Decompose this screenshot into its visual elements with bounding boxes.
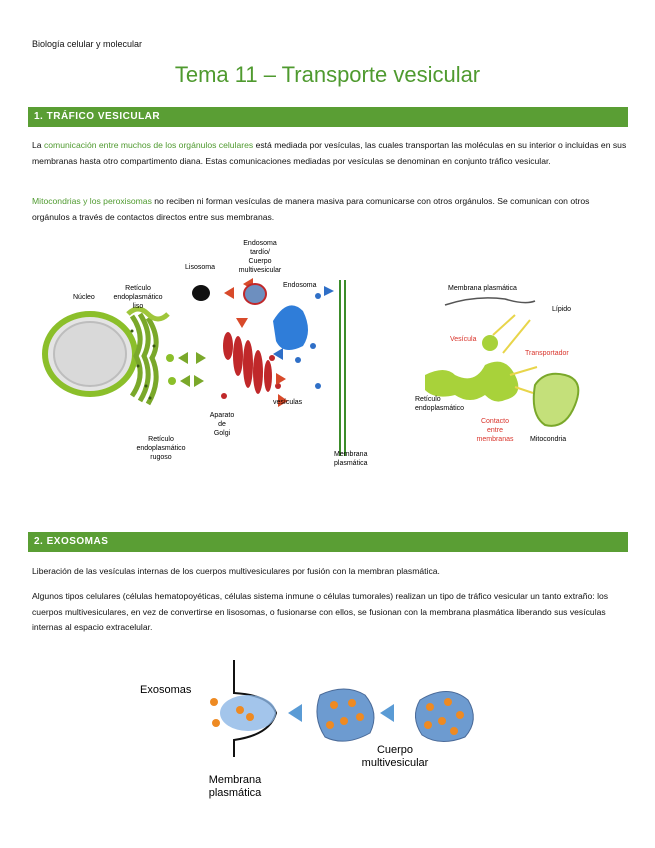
label-contacto-3: membranas xyxy=(476,436,514,443)
label-endosoma-tardio-2: tardío/ xyxy=(250,249,270,256)
label-membrana-2: plasmática xyxy=(334,460,368,467)
document-subject: Biología celular y molecular xyxy=(32,39,143,49)
label-er-rugoso-2: endoplasmático xyxy=(136,445,186,452)
label-membrana-plasmatica: Membrana plasmática xyxy=(448,285,517,292)
label-nucleo: Núcleo xyxy=(73,294,95,301)
label-cuerpo-1: Cuerpo xyxy=(376,744,414,756)
multivesicular-body-2 xyxy=(415,692,473,742)
label-er-liso-3: liso xyxy=(132,303,144,310)
mitochondria-shape xyxy=(534,374,579,426)
page-title: Tema 11 – Transporte vesicular xyxy=(174,62,481,87)
endosome-shape xyxy=(273,305,308,350)
label-golgi-3: Golgi xyxy=(213,430,231,437)
golgi-shape xyxy=(221,332,281,399)
paragraph-exosomas-1: Liberación de las vesículas internas de los cuerpos multivesiculares por fusión con la membran plasmática. xyxy=(32,566,440,576)
label-er-liso-1: Retículo xyxy=(125,285,151,292)
label-vesiculas: vesículas xyxy=(273,399,303,406)
label-transportador: Transportador xyxy=(525,350,569,357)
plasma-membrane-line xyxy=(445,298,535,305)
er-network-shape xyxy=(425,335,518,402)
label-cuerpo-2: multivesicular xyxy=(361,757,429,769)
label-er-rugoso-1: Retículo xyxy=(148,436,174,443)
membrane-contacts-diagram xyxy=(415,275,620,450)
label-membrana-1: Membrana xyxy=(334,451,368,458)
label-er-rugoso-3: rugoso xyxy=(150,454,172,461)
label-lisosoma: Lisosoma xyxy=(185,264,215,271)
text: está mediada por vesículas, las cuales transportan las moléculas en su interior o incluidas en sus membranas hasta otro compartimento diana. Estas comunicaciones mediadas por vesículas se denominan en conjunto tráfico vesicular. xyxy=(32,140,627,166)
section-heading-trafico: 1. TRÁFICO VESICULAR xyxy=(28,107,628,127)
label-er-liso-2: endoplasmático xyxy=(113,294,163,301)
label-endosoma-tardio-1: Endosoma xyxy=(243,240,277,247)
label-membrana-exo-2: plasmática xyxy=(208,787,262,799)
vesicular-traffic-diagram xyxy=(28,236,378,476)
paragraph-exosomas-2: Algunos tipos celulares (células hematopoyéticas, células sistema inmune o células tumorales) realizan un tipo de tráfico vesicular un tanto extraño: los cuerpos multivesiculares, en vez de convertirse en lisosomas, o fusionarse con ellos, se fusionan con la membrana plasmática liberando sus vesículas internas al espacio extracelular. xyxy=(32,591,609,632)
paragraph-trafico-1 xyxy=(32,138,627,169)
late-endosome-shape xyxy=(244,284,266,304)
label-lipido: Lípido xyxy=(552,306,572,313)
label-reticulo-2: endoplasmático xyxy=(415,405,465,412)
label-membrana-exo-1: Membrana xyxy=(208,774,262,786)
exosome-diagram xyxy=(130,655,500,805)
label-exosomas: Exosomas xyxy=(140,684,192,696)
label-contacto-1: Contacto xyxy=(480,418,510,425)
label-golgi-1: Aparato xyxy=(209,412,235,419)
label-vesicula: Vesícula xyxy=(450,336,477,343)
multivesicular-body-1 xyxy=(317,689,374,741)
er-arrows xyxy=(178,352,206,387)
label-endosoma-tardio-3: Cuerpo xyxy=(248,258,272,265)
label-endosoma: Endosoma xyxy=(283,282,317,289)
highlight: comunicación entre muchos de los orgánulos celulares xyxy=(43,140,254,150)
rough-er-shape xyxy=(132,314,156,404)
text: La xyxy=(32,140,44,150)
highlight: Mitocondrias y los peroxisomas xyxy=(32,196,152,206)
label-reticulo-1: Retículo xyxy=(415,396,441,403)
label-contacto-2: entre xyxy=(487,427,503,434)
section-heading-exosomas: 2. EXOSOMAS xyxy=(28,532,628,552)
label-endosoma-tardio-4: multivesicular xyxy=(238,267,282,274)
label-mitocondria: Mitocondria xyxy=(530,436,567,443)
lysosome-shape xyxy=(192,285,210,301)
text: no reciben ni forman vesículas de manera masiva para comunicarse con otros orgánulos. Se comunican con otros orgánulos a través de contactos directos entre sus membranas. xyxy=(32,196,590,222)
paragraph-trafico-2 xyxy=(32,194,627,225)
label-golgi-2: de xyxy=(218,421,226,428)
